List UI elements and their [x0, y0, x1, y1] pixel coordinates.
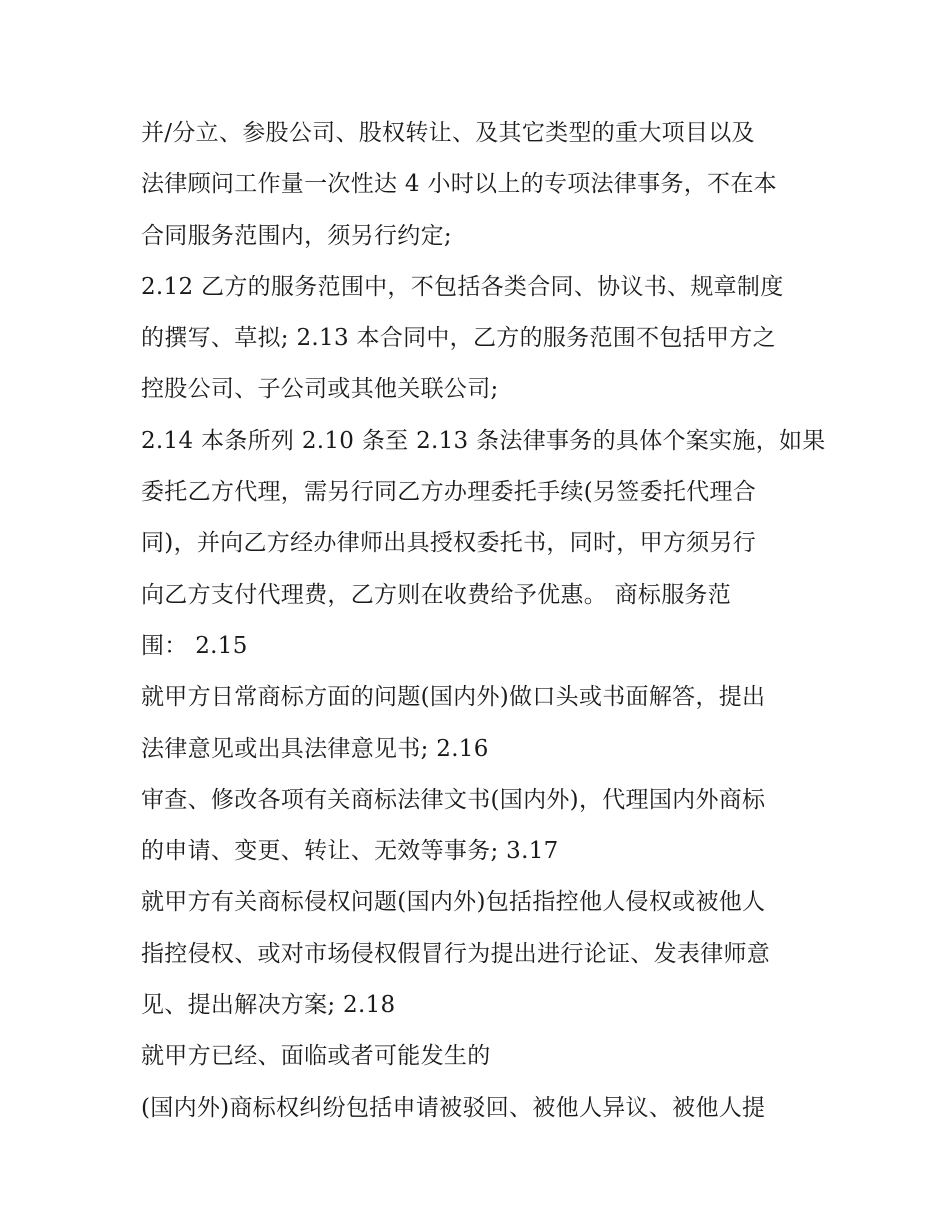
text-line: 2.12 乙方的服务范围中，不包括各类合同、协议书、规章制度	[141, 273, 784, 300]
text-line: 2.14 本条所列 2.10 条至 2.13 条法律事务的具体个案实施，如果	[141, 427, 826, 454]
text-line: 围： 2.15	[141, 632, 248, 659]
text-line: 指控侵权、或对市场侵权假冒行为提出进行论证、发表律师意	[141, 940, 771, 967]
text-line: 的撰写、草拟; 2.13 本合同中，乙方的服务范围不包括甲方之	[141, 325, 776, 352]
text-line: 委托乙方代理，需另行同乙方办理委托手续(另签委托代理合	[141, 479, 757, 506]
text-line: 控股公司、子公司或其他关联公司;	[141, 376, 499, 403]
text-line: 审查、修改各项有关商标法律文书(国内外)，代理国内外商标	[141, 786, 766, 813]
text-line: 法律顾问工作量一次性达 4 小时以上的专项法律事务，不在本	[141, 171, 777, 198]
text-line: 法律意见或出具法律意见书; 2.16	[141, 735, 489, 762]
document-body	[141, 108, 831, 1134]
text-line: 就甲方有关商标侵权问题(国内外)包括指控他人侵权或被他人	[141, 889, 766, 916]
text-line: 向乙方支付代理费，乙方则在收费给予优惠。 商标服务范	[141, 581, 732, 608]
text-line: 见、提出解决方案; 2.18	[141, 992, 396, 1019]
text-line: 合同服务范围内，须另行约定;	[141, 222, 452, 249]
text-line: 就甲方已经、面临或者可能发生的	[141, 1043, 491, 1070]
text-line: 的申请、变更、转让、无效等事务; 3.17	[141, 838, 559, 865]
text-line: 同)，并向乙方经办律师出具授权委托书，同时，甲方须另行	[141, 530, 757, 557]
text-line: (国内外)商标权纠纷包括申请被驳回、被他人异议、被他人提	[141, 1094, 766, 1121]
text-line: 并/分立、参股公司、股权转让、及其它类型的重大项目以及	[141, 120, 755, 146]
text-line: 就甲方日常商标方面的问题(国内外)做口头或书面解答，提出	[141, 684, 766, 711]
